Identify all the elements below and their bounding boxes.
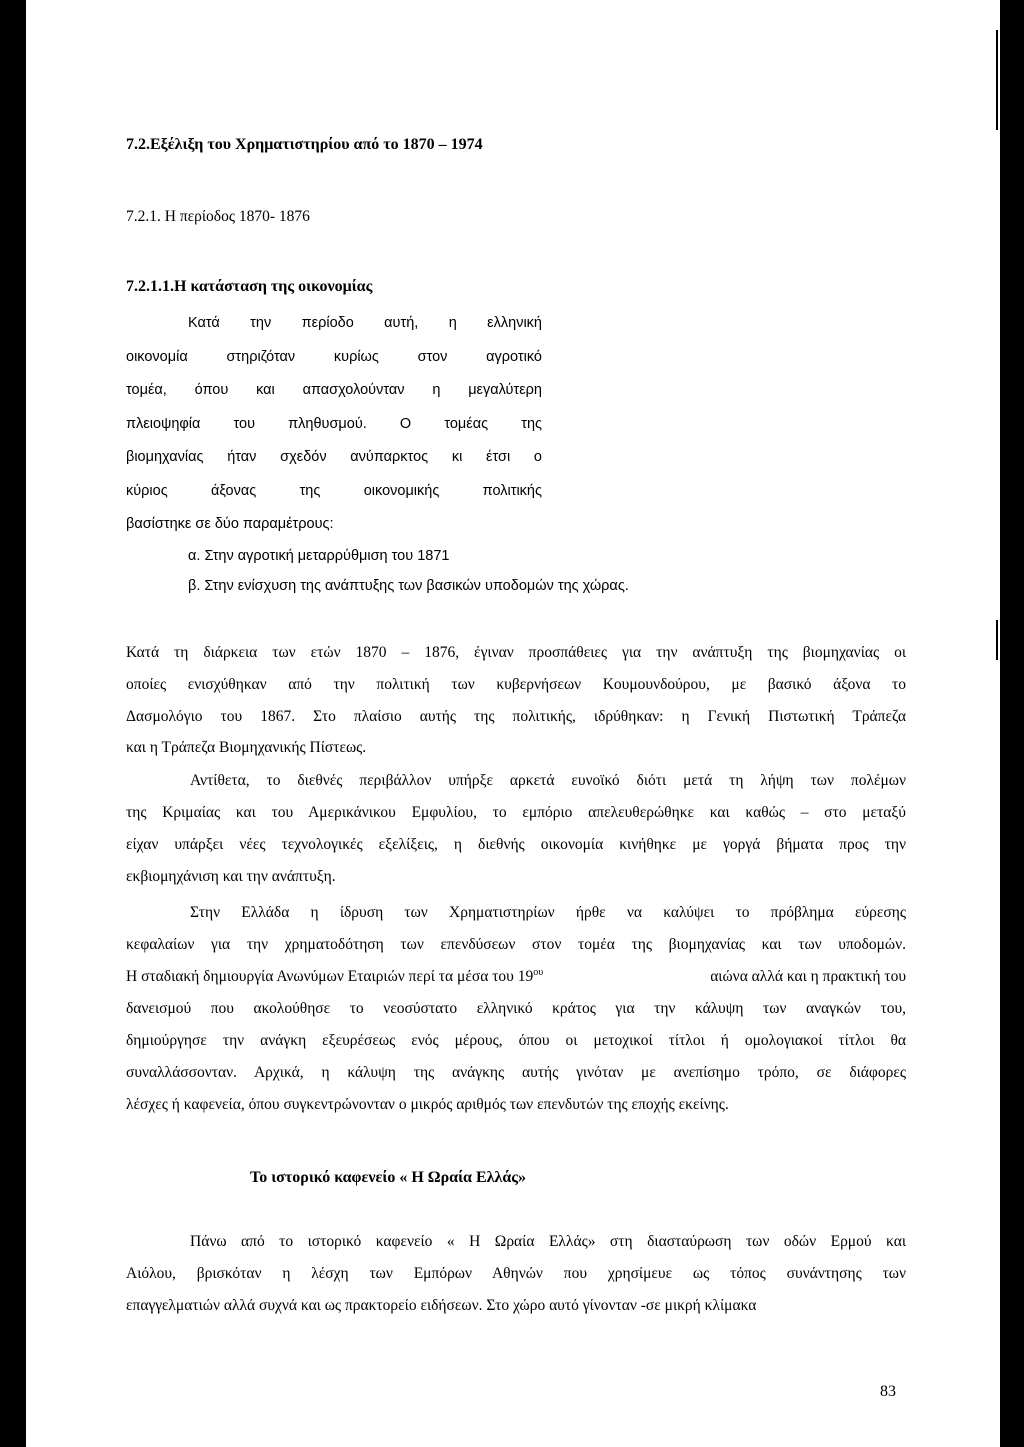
section-title: Το ιστορικό καφενείο « Η Ωραία Ελλάς» [250,1169,527,1186]
page-number: 83 [880,1383,896,1400]
heading-section-7-2: 7.2.Εξέλιξη του Χρηματιστηρίου από το 1870 – 1974 [126,136,483,153]
intro-line: οικονομία στηριζόταν κυρίως στον αγροτικό [126,349,542,365]
final-line: Πάνω από το ιστορικό καφενείο « Η Ωραία Ελλάς» στη διασταύρωση των οδών Ερμού και [190,1233,906,1250]
body-line: είχαν υπάρξει νέες τεχνολογικές εξελίξεις, η διεθνής οικονομία κινήθηκε με γοργά βήματα προς την [126,836,906,853]
document-page [26,0,1000,1447]
heading-section-7-2-1-1: 7.2.1.1.Η κατάσταση της οικονομίας [126,278,373,295]
body-line: Στην Ελλάδα η ίδρυση των Χρηματιστηρίων ήρθε να καλύψει το πρόβλημα εύρεσης [190,904,906,921]
list-item: α. Στην αγροτική μεταρρύθμιση του 1871 [188,548,450,564]
intro-line: κύριος άξονας της οικονομικής πολιτικής [126,483,542,499]
body-text-segment: Η σταδιακή δημιουργία Ανωνύμων Εταιριών περί τα μέσα του 19 [126,968,534,985]
final-line: επαγγελματιών αλλά συχνά και ως πρακτορείο ειδήσεων. Στο χώρο αυτό γίνονταν -σε μικρή κλίμακα [126,1297,757,1314]
final-line: Αιόλου, βρισκόταν η λέσχη των Εμπόρων Αθηνών που χρησίμευε ως τόπος συνάντησης των [126,1265,906,1282]
body-line: Αντίθετα, το διεθνές περιβάλλον υπήρξε αρκετά ευνοϊκό διότι μετά τη λήψη των πολέμων [190,772,906,789]
body-line: κεφαλαίων για την χρηματοδότηση των επενδύσεων στον τομέα της βιομηχανίας και των υποδομών. [126,936,906,953]
body-line: δανεισμού που ακολούθησε το νεοσύστατο ελληνικό κράτος για την κάλυψη των αναγκών του, [126,1000,906,1017]
intro-line: βασίστηκε σε δύο παραμέτρους: [126,516,334,532]
body-line: δημιούργησε την ανάγκη εξευρέσεως ενός μέρους, όπου οι μετοχικοί τίτλοι ή ομολογιακοί τίτλοι θα [126,1032,906,1049]
scan-edge-mark [996,30,998,130]
body-line: Κατά τη διάρκεια των ετών 1870 – 1876, έγιναν προσπάθειες για την ανάπτυξη της βιομηχανίας οι [126,644,906,661]
superscript: ου [533,966,544,978]
intro-line: πλειοψηφία του πληθυσμού. Ο τομέας της [126,416,542,432]
scan-edge-mark [996,620,998,660]
heading-section-7-2-1: 7.2.1. Η περίοδος 1870- 1876 [126,208,310,225]
intro-line: Κατά την περίοδο αυτή, η ελληνική [188,315,542,331]
body-line: της Κριμαίας και του Αμερικάνικου Εμφυλίου, το εμπόριο απελευθερώθηκε και καθώς – στο μεταξύ [126,804,906,821]
body-line: συναλλάσσονταν. Αρχικά, η κάλυψη της ανάγκης αυτής γινόταν με ανεπίσημο τρόπο, σε διάφορες [126,1064,906,1081]
intro-line: τομέα, όπου και απασχολούνταν η μεγαλύτερη [126,382,542,398]
intro-line: βιομηχανίας ήταν σχεδόν ανύπαρκτος κι έτσι ο [126,449,542,465]
body-line: εκβιομηχάνιση και την ανάπτυξη. [126,868,336,885]
body-line: οποίες ενισχύθηκαν από την πολιτική των κυβερνήσεων Κουμουνδούρου, με βασικό άξονα το [126,676,906,693]
body-text-segment: αιώνα αλλά και η πρακτική του [710,968,906,985]
body-line-with-superscript [126,967,906,987]
list-item: β. Στην ενίσχυση της ανάπτυξης των βασικών υποδομών της χώρας. [188,578,629,594]
body-line: και η Τράπεζα Βιομηχανικής Πίστεως. [126,739,367,756]
body-line: λέσχες ή καφενεία, όπου συγκεντρώνονταν ο μικρός αριθμός των επενδυτών της εποχής εκείνης. [126,1096,729,1113]
body-line: Δασμολόγιο του 1867. Στο πλαίσιο αυτής της πολιτικής, ιδρύθηκαν: η Γενική Πιστωτική Τράπεζα [126,708,906,725]
body-line-part [126,967,543,987]
